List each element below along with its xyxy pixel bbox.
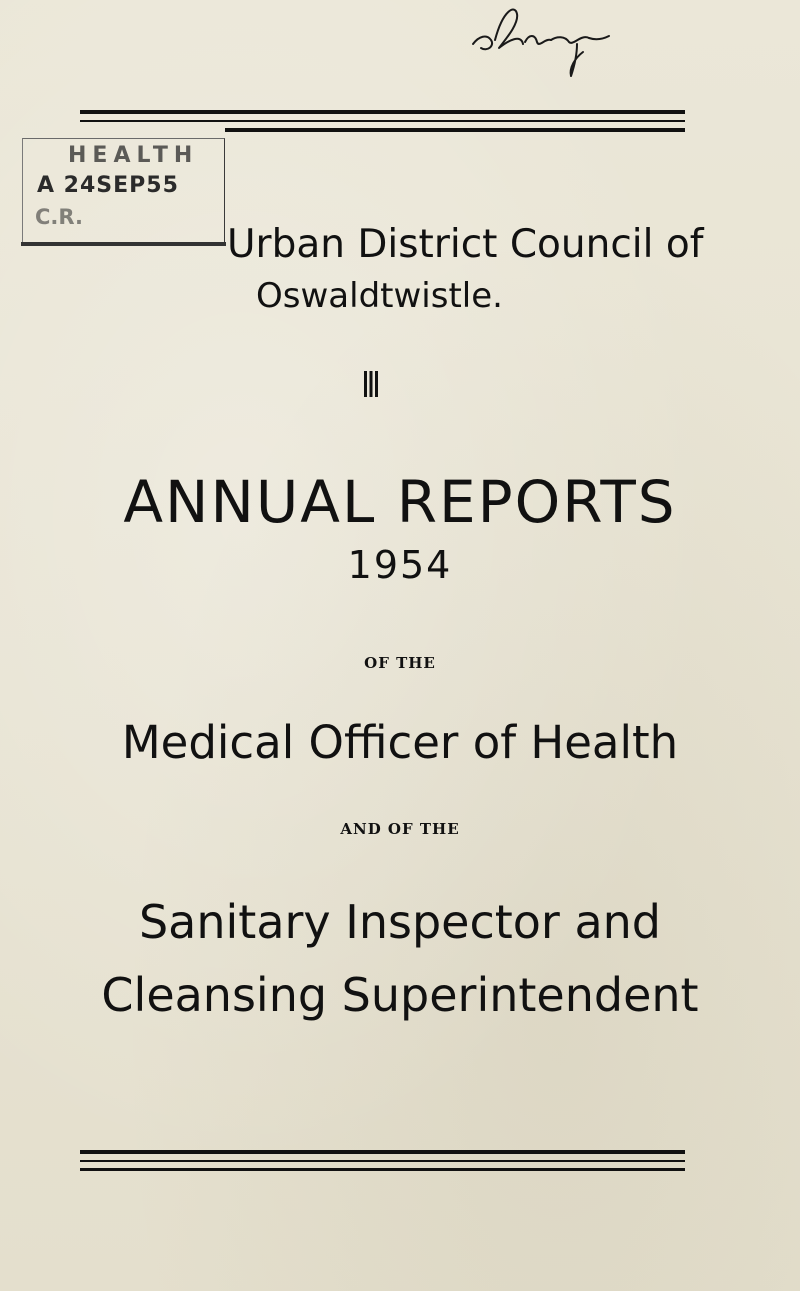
top-rule-thick-2	[225, 128, 685, 132]
top-rule-thin	[80, 120, 685, 122]
top-rule-thick	[80, 110, 685, 114]
council-name-line-2: Oswaldtwistle.	[256, 276, 503, 316]
connector-and-of-the: AND OF THE	[340, 820, 460, 838]
stamp-line-3: C.R.	[35, 205, 83, 229]
stamp-line-1: HEALTH	[68, 143, 199, 168]
subject-medical-officer: Medical Officer of Health	[121, 716, 679, 769]
council-name-line-1: Urban District Council of	[227, 222, 704, 267]
report-year: 1954	[347, 543, 453, 587]
handwritten-signature	[465, 0, 615, 80]
stamp-line-2: A 24SEP55	[37, 173, 179, 198]
bottom-rule-thick-2	[80, 1168, 685, 1171]
report-title: ANNUAL REPORTS	[123, 468, 677, 536]
stamp-bottom-rule	[21, 242, 226, 246]
received-stamp	[22, 138, 225, 244]
connector-of-the: OF THE	[364, 654, 436, 672]
subject-sanitary-inspector: Sanitary Inspector and	[138, 895, 662, 949]
bottom-rule-thin	[80, 1160, 685, 1162]
subject-cleansing-superintendent: Cleansing Superintendent	[101, 968, 699, 1022]
ornament-mark	[363, 371, 379, 397]
bottom-rule-thick	[80, 1150, 685, 1154]
